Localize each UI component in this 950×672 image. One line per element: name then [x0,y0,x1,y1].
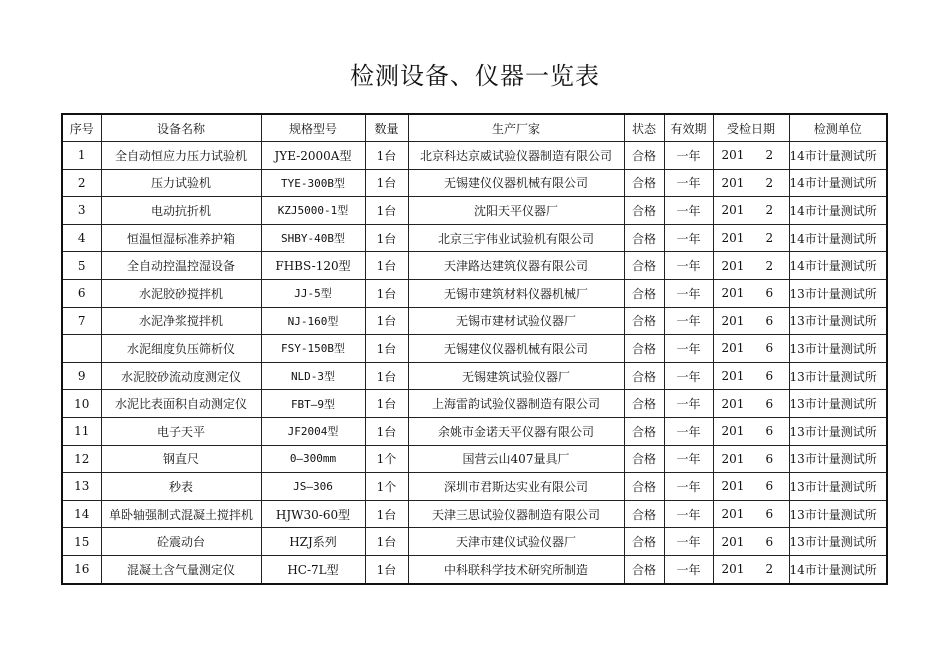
date-month: 6 [765,286,774,301]
cell-manufacturer: 无锡市建材试验仪器厂 [408,307,624,335]
cell-inspection-unit: 13市计量测试所 [789,417,887,445]
cell-equipment-name: 水泥净浆搅拌机 [101,307,261,335]
header-cell-unit: 检测单位 [789,114,887,142]
cell-quantity: 1台 [365,169,408,197]
cell-equipment-name: 全自动控温控湿设备 [101,252,261,280]
cell-status: 合格 [624,142,664,170]
cell-inspection-unit: 14市计量测试所 [789,555,887,583]
cell-inspection-unit: 13市计量测试所 [789,335,887,363]
cell-equipment-name: 水泥细度负压筛析仪 [101,335,261,363]
cell-inspection-unit: 14市计量测试所 [789,224,887,252]
cell-manufacturer: 沈阳天平仪器厂 [408,197,624,225]
cell-validity: 一年 [664,307,713,335]
cell-model: KZJ5000-1型 [261,197,365,225]
cell-model: FSY-150B型 [261,335,365,363]
cell-manufacturer: 上海雷韵试验仪器制造有限公司 [408,390,624,418]
date-month: 2 [765,203,774,218]
cell-quantity: 1台 [365,252,408,280]
cell-validity: 一年 [664,555,713,583]
cell-no: 2 [62,169,101,197]
cell-no: 11 [62,417,101,445]
cell-status: 合格 [624,307,664,335]
cell-inspection-date [713,555,789,583]
date-year: 201 [721,175,745,190]
cell-validity: 一年 [664,335,713,363]
cell-inspection-unit: 14市计量测试所 [789,169,887,197]
cell-inspection-unit: 13市计量测试所 [789,362,887,390]
cell-equipment-name: 水泥比表面积自动测定仪 [101,390,261,418]
cell-inspection-unit: 13市计量测试所 [789,500,887,528]
cell-manufacturer: 国营云山407量具厂 [408,445,624,473]
cell-model: FBT—9型 [261,390,365,418]
header-cell-maker: 生产厂家 [408,114,624,142]
cell-status: 合格 [624,362,664,390]
cell-validity: 一年 [664,169,713,197]
cell-no: 12 [62,445,101,473]
cell-validity: 一年 [664,528,713,556]
cell-validity: 一年 [664,142,713,170]
cell-equipment-name: 砼震动台 [101,528,261,556]
cell-status: 合格 [624,169,664,197]
cell-validity: 一年 [664,445,713,473]
cell-inspection-date [713,528,789,556]
table-row [62,224,887,252]
cell-inspection-date [713,362,789,390]
cell-inspection-unit: 14市计量测试所 [789,197,887,225]
table-row [62,362,887,390]
cell-equipment-name: 混凝土含气量测定仪 [101,555,261,583]
header-cell-qty: 数量 [365,114,408,142]
cell-equipment-name: 钢直尺 [101,445,261,473]
cell-quantity: 1台 [365,335,408,363]
cell-status: 合格 [624,445,664,473]
cell-status: 合格 [624,224,664,252]
cell-manufacturer: 天津三思试验仪器制造有限公司 [408,500,624,528]
cell-no: 13 [62,473,101,501]
cell-model: FHBS-120型 [261,252,365,280]
date-year: 201 [721,562,745,577]
cell-status: 合格 [624,555,664,583]
table-row [62,528,887,556]
cell-validity: 一年 [664,500,713,528]
cell-quantity: 1台 [365,224,408,252]
cell-inspection-date [713,252,789,280]
header-cell-name: 设备名称 [101,114,261,142]
cell-equipment-name: 水泥胶砂搅拌机 [101,279,261,307]
table-row [62,142,887,170]
cell-equipment-name: 压力试验机 [101,169,261,197]
cell-equipment-name: 秒表 [101,473,261,501]
cell-no: 10 [62,390,101,418]
cell-no: 16 [62,555,101,583]
cell-inspection-date [713,390,789,418]
cell-inspection-unit: 13市计量测试所 [789,279,887,307]
cell-model: HZJ系列 [261,528,365,556]
cell-no: 15 [62,528,101,556]
header-cell-model: 规格型号 [261,114,365,142]
table-row [62,279,887,307]
cell-inspection-unit: 13市计量测试所 [789,445,887,473]
table-row [62,417,887,445]
cell-inspection-date [713,307,789,335]
cell-no: 14 [62,500,101,528]
table-row [62,390,887,418]
cell-model: NLD-3型 [261,362,365,390]
cell-validity: 一年 [664,279,713,307]
date-year: 201 [721,396,745,411]
cell-model: HJW30-60型 [261,500,365,528]
date-month: 2 [765,562,774,577]
cell-manufacturer: 北京科达京威试验仪器制造有限公司 [408,142,624,170]
cell-inspection-date [713,335,789,363]
cell-validity: 一年 [664,252,713,280]
cell-quantity: 1台 [365,142,408,170]
cell-model: NJ-160型 [261,307,365,335]
cell-manufacturer: 无锡建筑试验仪器厂 [408,362,624,390]
cell-no [62,335,101,363]
cell-quantity: 1台 [365,362,408,390]
cell-manufacturer: 余姚市金诺天平仪器有限公司 [408,417,624,445]
cell-inspection-unit: 14市计量测试所 [789,252,887,280]
cell-status: 合格 [624,417,664,445]
date-year: 201 [721,313,745,328]
date-year: 201 [721,534,745,549]
cell-quantity: 1台 [365,197,408,225]
table-row [62,500,887,528]
table-row [62,555,887,583]
cell-manufacturer: 无锡建仪仪器机械有限公司 [408,169,624,197]
cell-equipment-name: 水泥胶砂流动度测定仪 [101,362,261,390]
table-row [62,473,887,501]
date-year: 201 [721,148,745,163]
cell-status: 合格 [624,390,664,418]
date-month: 2 [765,175,774,190]
table-row [62,252,887,280]
header-cell-status: 状态 [624,114,664,142]
cell-equipment-name: 电动抗折机 [101,197,261,225]
date-month: 6 [765,369,774,384]
cell-inspection-unit: 13市计量测试所 [789,390,887,418]
date-year: 201 [721,203,745,218]
cell-no: 1 [62,142,101,170]
table-row [62,197,887,225]
cell-status: 合格 [624,279,664,307]
cell-quantity: 1台 [365,555,408,583]
cell-no: 9 [62,362,101,390]
cell-inspection-unit: 14市计量测试所 [789,142,887,170]
cell-status: 合格 [624,197,664,225]
cell-no: 7 [62,307,101,335]
date-month: 6 [765,396,774,411]
table-row [62,445,887,473]
cell-status: 合格 [624,335,664,363]
cell-validity: 一年 [664,390,713,418]
header-cell-date: 受检日期 [713,114,789,142]
table-row [62,169,887,197]
date-month: 2 [765,231,774,246]
header-cell-no: 序号 [62,114,101,142]
cell-model: TYE-300B型 [261,169,365,197]
table-header-row [62,114,887,142]
cell-validity: 一年 [664,473,713,501]
cell-status: 合格 [624,473,664,501]
date-month: 2 [765,258,774,273]
date-year: 201 [721,479,745,494]
cell-inspection-date [713,500,789,528]
cell-inspection-unit: 13市计量测试所 [789,307,887,335]
cell-quantity: 1个 [365,473,408,501]
cell-manufacturer: 无锡建仪仪器机械有限公司 [408,335,624,363]
date-year: 201 [721,369,745,384]
date-year: 201 [721,507,745,522]
cell-quantity: 1台 [365,417,408,445]
cell-inspection-unit: 13市计量测试所 [789,528,887,556]
date-month: 6 [765,424,774,439]
header-cell-valid: 有效期 [664,114,713,142]
cell-inspection-date [713,224,789,252]
table-row [62,307,887,335]
cell-no: 6 [62,279,101,307]
equipment-table [61,113,888,585]
cell-manufacturer: 无锡市建筑材料仪器机械厂 [408,279,624,307]
cell-status: 合格 [624,500,664,528]
date-year: 201 [721,451,745,466]
date-year: 201 [721,231,745,246]
cell-model: JYE-2000A型 [261,142,365,170]
cell-inspection-date [713,142,789,170]
date-month: 6 [765,313,774,328]
cell-quantity: 1台 [365,500,408,528]
cell-inspection-date [713,417,789,445]
page-title: 检测设备、仪器一览表 [350,62,600,90]
cell-equipment-name: 电子天平 [101,417,261,445]
cell-status: 合格 [624,252,664,280]
cell-quantity: 1台 [365,279,408,307]
cell-status: 合格 [624,528,664,556]
cell-validity: 一年 [664,224,713,252]
date-month: 6 [765,451,774,466]
cell-validity: 一年 [664,362,713,390]
cell-model: JJ-5型 [261,279,365,307]
cell-model: HC-7L型 [261,555,365,583]
cell-manufacturer: 深圳市君斯达实业有限公司 [408,473,624,501]
cell-equipment-name: 单卧轴强制式混凝土搅拌机 [101,500,261,528]
date-month: 6 [765,341,774,356]
cell-inspection-unit: 13市计量测试所 [789,473,887,501]
cell-quantity: 1台 [365,307,408,335]
cell-quantity: 1个 [365,445,408,473]
date-month: 6 [765,479,774,494]
cell-manufacturer: 中科联科学技术研究所制造 [408,555,624,583]
cell-equipment-name: 恒温恒湿标准养护箱 [101,224,261,252]
cell-inspection-date [713,197,789,225]
cell-model: 0—300mm [261,445,365,473]
date-year: 201 [721,341,745,356]
cell-model: JF2004型 [261,417,365,445]
cell-manufacturer: 天津路达建筑仪器有限公司 [408,252,624,280]
cell-validity: 一年 [664,197,713,225]
date-month: 2 [765,148,774,163]
date-month: 6 [765,507,774,522]
cell-inspection-date [713,445,789,473]
cell-no: 3 [62,197,101,225]
date-year: 201 [721,258,745,273]
cell-model: SHBY-40B型 [261,224,365,252]
cell-equipment-name: 全自动恒应力压力试验机 [101,142,261,170]
cell-inspection-date [713,473,789,501]
cell-manufacturer: 天津市建仪试验仪器厂 [408,528,624,556]
cell-quantity: 1台 [365,528,408,556]
cell-validity: 一年 [664,417,713,445]
date-year: 201 [721,424,745,439]
cell-model: JS—306 [261,473,365,501]
cell-no: 5 [62,252,101,280]
table-row [62,335,887,363]
date-month: 6 [765,534,774,549]
date-year: 201 [721,286,745,301]
cell-no: 4 [62,224,101,252]
cell-inspection-date [713,169,789,197]
cell-inspection-date [713,279,789,307]
cell-quantity: 1台 [365,390,408,418]
cell-manufacturer: 北京三宇伟业试验机有限公司 [408,224,624,252]
